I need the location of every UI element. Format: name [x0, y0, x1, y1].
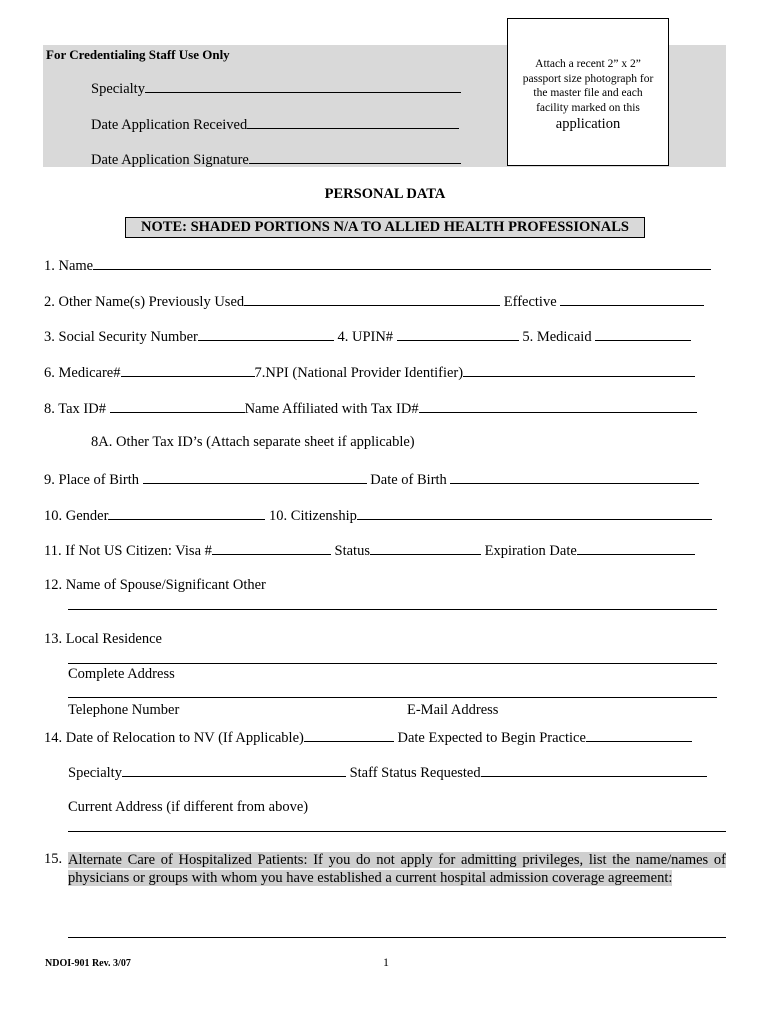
- page-title: PERSONAL DATA: [324, 186, 446, 202]
- email-label: E-Mail Address: [407, 702, 499, 718]
- relocation-line[interactable]: [304, 728, 394, 742]
- photo-box-line5: application: [555, 116, 621, 132]
- complete-address-label: Complete Address: [68, 666, 175, 682]
- visa-label: 11. If Not US Citizen: Visa #: [44, 543, 212, 559]
- ssn-upin-medicaid-row[interactable]: [44, 327, 691, 346]
- place-of-birth-line[interactable]: [143, 470, 367, 484]
- gender-citizenship-row[interactable]: [44, 506, 712, 525]
- citizenship-label: 10. Citizenship: [265, 508, 357, 524]
- staff-specialty-line[interactable]: [145, 79, 461, 93]
- date-of-birth-label: Date of Birth: [366, 472, 451, 488]
- ssn-label: 3. Social Security Number: [44, 329, 198, 345]
- effective-line[interactable]: [560, 292, 704, 306]
- begin-practice-line[interactable]: [586, 728, 692, 742]
- expiration-label: Expiration Date: [480, 543, 577, 559]
- photo-box-line4: facility marked on this: [536, 101, 640, 114]
- current-address-line[interactable]: [68, 831, 726, 832]
- local-residence-label: 13. Local Residence: [44, 631, 162, 647]
- begin-practice-label: Date Expected to Begin Practice: [393, 730, 586, 746]
- specialty-status-row[interactable]: [68, 763, 707, 782]
- form-id: NDOI-901 Rev. 3/07: [45, 958, 131, 969]
- upin-line[interactable]: [397, 327, 519, 341]
- photo-box-line1: Attach a recent 2” x 2”: [535, 58, 641, 70]
- other-tax-ids-note: 8A. Other Tax ID’s (Attach separate sheet if applicable): [91, 434, 415, 450]
- visa-line[interactable]: [212, 541, 331, 555]
- effective-label: Effective: [500, 294, 561, 310]
- other-names-line[interactable]: [244, 292, 500, 306]
- other-names-label: 2. Other Name(s) Previously Used: [44, 294, 245, 310]
- tax-name-line[interactable]: [419, 399, 697, 413]
- date-received-line[interactable]: [247, 115, 459, 129]
- date-signature-label: Date Application Signature: [91, 152, 249, 168]
- spouse-line[interactable]: [68, 609, 717, 610]
- expiration-line[interactable]: [577, 541, 695, 555]
- spouse-label: 12. Name of Spouse/Significant Other: [44, 577, 266, 593]
- birth-row[interactable]: [44, 470, 699, 489]
- staff-status-label: Staff Status Requested: [345, 765, 481, 781]
- date-signature-field[interactable]: [91, 150, 461, 169]
- medicare-label: 6. Medicare#: [44, 365, 121, 381]
- relocation-label: 14. Date of Relocation to NV (If Applicable): [44, 730, 304, 746]
- status-line[interactable]: [370, 541, 481, 555]
- page-number: 1: [383, 955, 389, 969]
- relocation-row[interactable]: [44, 728, 692, 747]
- staff-specialty-label: Specialty: [91, 81, 145, 97]
- medicare-npi-row[interactable]: [44, 363, 695, 382]
- tax-id-line[interactable]: [110, 399, 245, 413]
- place-of-birth-label: 9. Place of Birth: [44, 472, 143, 488]
- name-label: 1. Name: [44, 258, 94, 274]
- visa-row[interactable]: [44, 541, 695, 560]
- gender-label: 10. Gender: [44, 508, 109, 524]
- current-address-label: Current Address (if different from above): [68, 799, 309, 815]
- alternate-care-number: 15.: [44, 851, 63, 867]
- other-names-field[interactable]: [44, 292, 704, 311]
- specialty-line[interactable]: [122, 763, 346, 777]
- specialty-label: Specialty: [68, 765, 122, 781]
- photo-box-line3: the master file and each: [533, 87, 643, 99]
- date-received-label: Date Application Received: [91, 117, 248, 133]
- local-residence-line[interactable]: [68, 663, 717, 664]
- tax-id-row[interactable]: [44, 399, 697, 418]
- photo-box-line2: passport size photograph for: [522, 72, 654, 85]
- complete-address-line[interactable]: [68, 697, 717, 698]
- telephone-label: Telephone Number: [68, 702, 180, 718]
- medicare-line[interactable]: [121, 363, 255, 377]
- medicaid-label: 5. Medicaid: [518, 329, 596, 345]
- photo-box[interactable]: [507, 18, 669, 166]
- staff-status-line[interactable]: [481, 763, 707, 777]
- alternate-care-shaded-text: Alternate Care of Hospitalized Patients: If you do not apply for admitting privileges, list the name/names of physicians or groups with whom you have established a current hospital admission coverage agreement:: [68, 852, 726, 886]
- tax-id-label: 8. Tax ID#: [44, 401, 110, 417]
- status-label: Status: [330, 543, 370, 559]
- staff-use-title: For Credentialing Staff Use Only: [46, 47, 230, 62]
- tax-name-label: Name Affiliated with Tax ID#: [244, 401, 419, 417]
- date-signature-line[interactable]: [249, 150, 461, 164]
- upin-label: 4. UPIN#: [333, 329, 397, 345]
- medicaid-line[interactable]: [595, 327, 691, 341]
- npi-label: 7.NPI (National Provider Identifier): [254, 365, 464, 381]
- staff-specialty-field[interactable]: [91, 79, 461, 98]
- alternate-care-line[interactable]: [68, 937, 726, 938]
- npi-line[interactable]: [463, 363, 695, 377]
- date-of-birth-line[interactable]: [450, 470, 699, 484]
- name-line[interactable]: [93, 256, 711, 270]
- name-field[interactable]: [44, 256, 711, 275]
- gender-line[interactable]: [108, 506, 265, 520]
- date-received-field[interactable]: [91, 115, 459, 134]
- shaded-note: NOTE: SHADED PORTIONS N/A TO ALLIED HEALTH PROFESSIONALS: [125, 217, 645, 238]
- ssn-line[interactable]: [198, 327, 334, 341]
- citizenship-line[interactable]: [357, 506, 712, 520]
- alternate-care-text: [68, 851, 726, 887]
